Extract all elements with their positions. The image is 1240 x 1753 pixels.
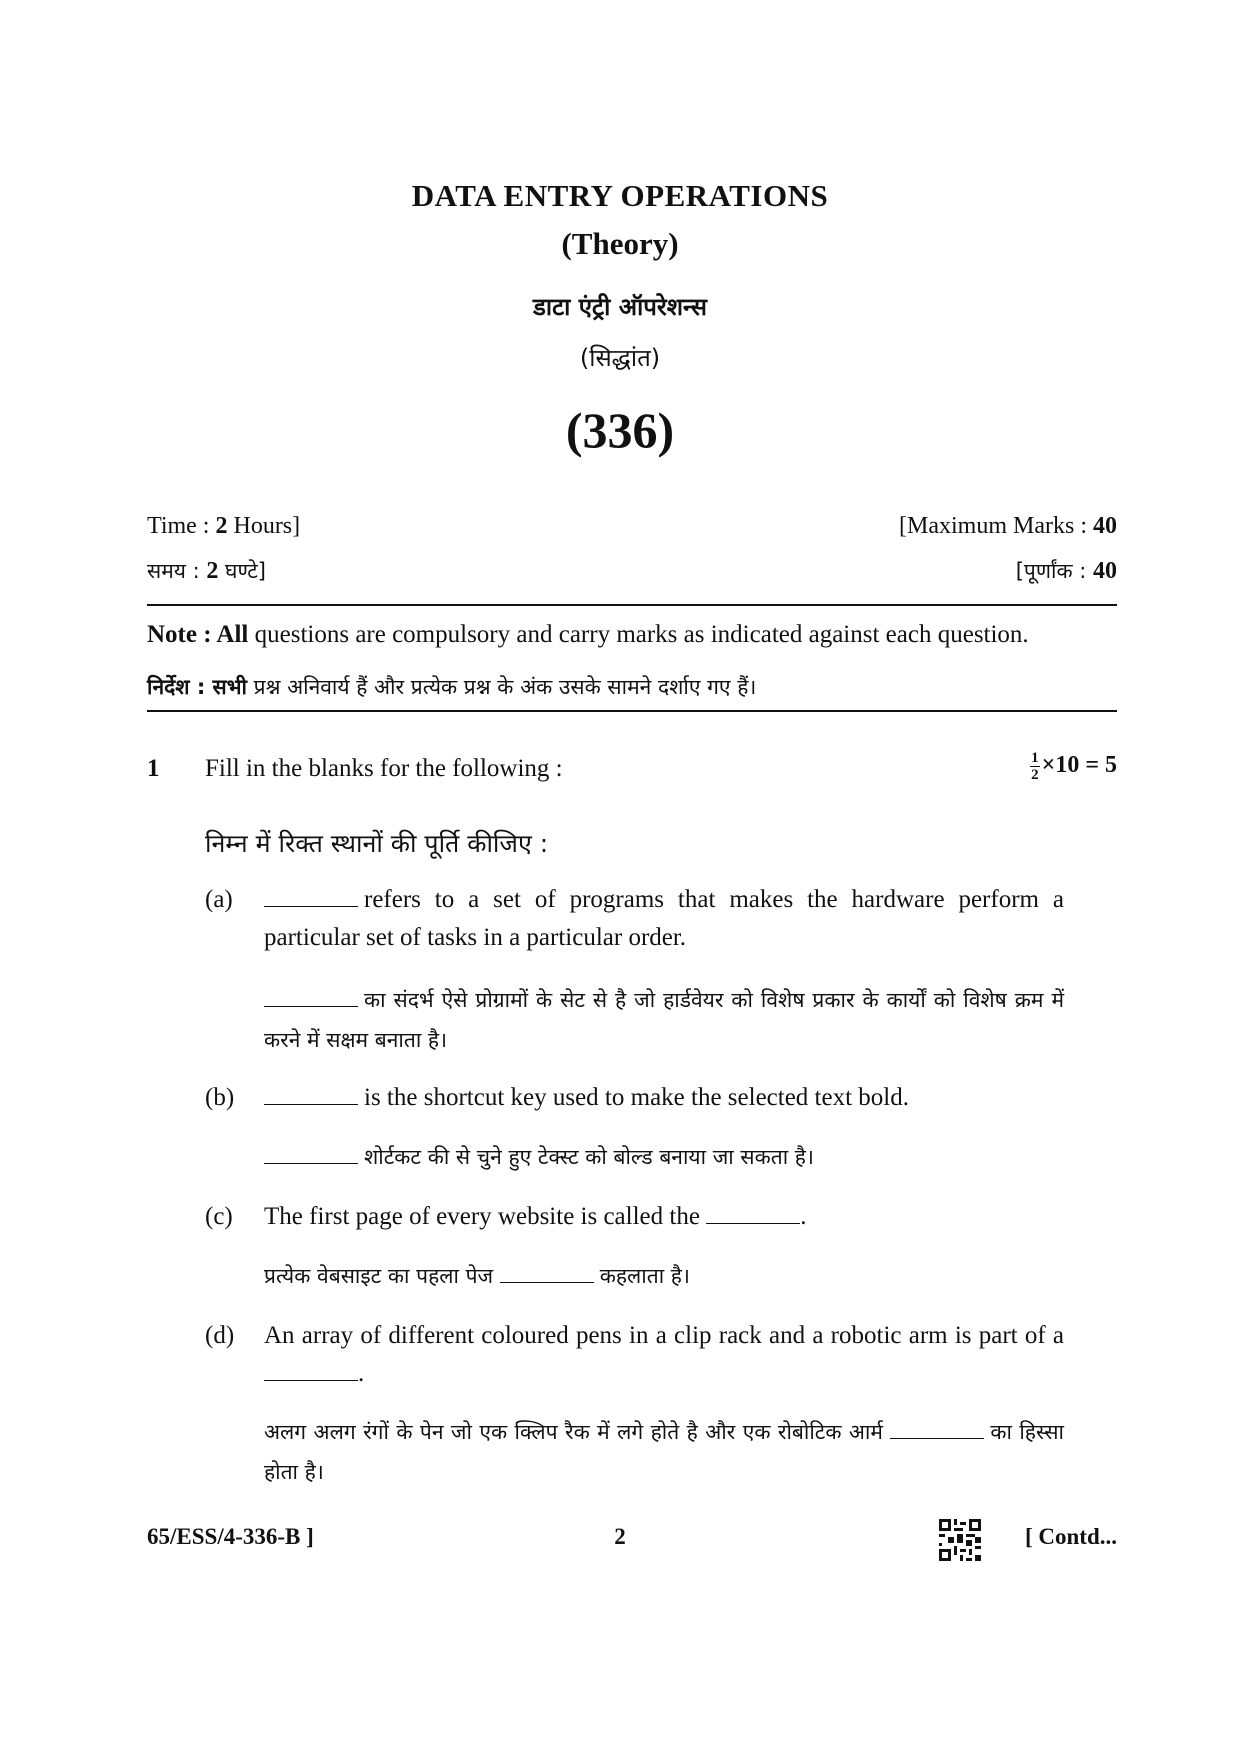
- time-label: Time :: [147, 513, 216, 539]
- time-value-hindi: 2: [206, 558, 219, 584]
- answer-blank: [264, 905, 358, 907]
- note-lead-hindi: सभी: [212, 675, 247, 699]
- note-text: questions are compulsory and carry marks as indicated against each question.: [248, 621, 1029, 648]
- paper-code: 65/ESS/4-336-B ]: [147, 1524, 314, 1549]
- time-marks-row: [147, 513, 1117, 540]
- note-text-hindi: प्रश्न अनिवार्य हैं और प्रत्येक प्रश्न के अंक उसके सामने दर्शाए गए हैं।: [246, 675, 757, 699]
- answer-blank: [264, 1005, 358, 1007]
- time-marks-row-hindi: [147, 557, 1117, 585]
- subject-code: (336): [565, 402, 675, 458]
- part-d-sentence: An array of different coloured pens in a clip rack and a robotic arm is part of a: [264, 1322, 1064, 1349]
- part-a-text-hindi: [264, 980, 1064, 1060]
- divider-top: [147, 604, 1117, 606]
- divider-bottom: [147, 710, 1117, 712]
- max-marks-value-hindi: 40: [1093, 558, 1117, 584]
- part-b-sentence: is the shortcut key used to make the selected text bold.: [364, 1084, 909, 1111]
- part-label: (a): [205, 886, 233, 913]
- part-d-end-hindi: का हिस्सा होता है।: [264, 1420, 1064, 1484]
- part-a-sentence: refers to a set of programs that makes the hardware perform a particular set of tasks in a particular order.: [264, 886, 1064, 951]
- part-c-end-hindi: कहलाता है।: [599, 1264, 690, 1288]
- note-lead: All: [216, 621, 249, 648]
- question-number: 1: [147, 755, 160, 782]
- marks-multiplier: ×10 = 5: [1041, 752, 1117, 779]
- note: [147, 621, 1117, 649]
- answer-blank: [890, 1437, 984, 1439]
- time-value: 2: [215, 513, 228, 539]
- qr-code-icon: [939, 1519, 981, 1561]
- note-hindi: [147, 673, 1117, 701]
- part-c-sentence-hindi: प्रत्येक वेबसाइट का पहला पेज: [264, 1264, 494, 1288]
- paper-subtitle-hindi: (सिद्धांत): [579, 344, 661, 372]
- answer-blank: [264, 1162, 358, 1164]
- part-b-text: [264, 1079, 1064, 1117]
- answer-blank: [706, 1222, 800, 1224]
- part-c-end: .: [800, 1203, 807, 1230]
- part-label: (d): [205, 1322, 235, 1349]
- part-a-text: [264, 881, 1064, 957]
- page-number: 2: [614, 1524, 626, 1549]
- part-c-sentence: The first page of every website is called the: [264, 1203, 700, 1230]
- part-c-text-hindi: [264, 1256, 1064, 1296]
- max-marks-label: [Maximum Marks :: [899, 513, 1093, 539]
- time-unit: Hours]: [227, 513, 301, 539]
- note-label-hindi: निर्देश :: [147, 675, 213, 699]
- question-text: Fill in the blanks for the following :: [205, 755, 563, 782]
- paper-title-hindi: डाटा एंट्री ऑपरेशन्स: [533, 293, 707, 321]
- part-d-text: [264, 1317, 1064, 1393]
- marks-fraction-denominator: 2: [1031, 767, 1039, 783]
- part-b-sentence-hindi: शोर्टकट की से चुने हुए टेक्स्ट को बोल्ड बनाया जा सकता है।: [364, 1145, 814, 1169]
- max-marks-value: 40: [1093, 513, 1117, 539]
- part-c-text: [264, 1198, 1064, 1236]
- part-d-sentence-hindi: अलग अलग रंगों के पेन जो एक क्लिप रैक में लगे होते है और एक रोबोटिक आर्म: [264, 1420, 883, 1444]
- note-label: Note :: [147, 621, 217, 648]
- part-a-sentence-hindi: का संदर्भ ऐसे प्रोग्रामों के सेट से है जो हार्डवेयर को विशेष प्रकार के कार्यों को विशेष क्रम में करने में सक्षम बनाता है।: [264, 988, 1064, 1052]
- part-label: (b): [205, 1084, 235, 1111]
- answer-blank: [500, 1281, 594, 1283]
- question-marks: [1030, 750, 1117, 783]
- part-d-text-hindi: [264, 1412, 1064, 1492]
- part-b-text-hindi: [264, 1137, 1064, 1177]
- time-label-hindi: समय :: [147, 559, 207, 583]
- answer-blank: [264, 1379, 358, 1381]
- continued-marker: [ Contd...: [1024, 1524, 1117, 1549]
- paper-title: DATA ENTRY OPERATIONS: [411, 178, 829, 213]
- paper-subtitle: (Theory): [561, 226, 679, 261]
- question-text-hindi: निम्न में रिक्त स्थानों की पूर्ति कीजिए :: [205, 829, 549, 858]
- part-label: (c): [205, 1203, 233, 1230]
- marks-fraction-numerator: 1: [1031, 750, 1039, 766]
- time-unit-hindi: घण्टे]: [218, 559, 266, 583]
- max-marks-label-hindi: [पूर्णांक :: [1015, 559, 1093, 583]
- part-d-end: .: [358, 1360, 365, 1387]
- answer-blank: [264, 1103, 358, 1105]
